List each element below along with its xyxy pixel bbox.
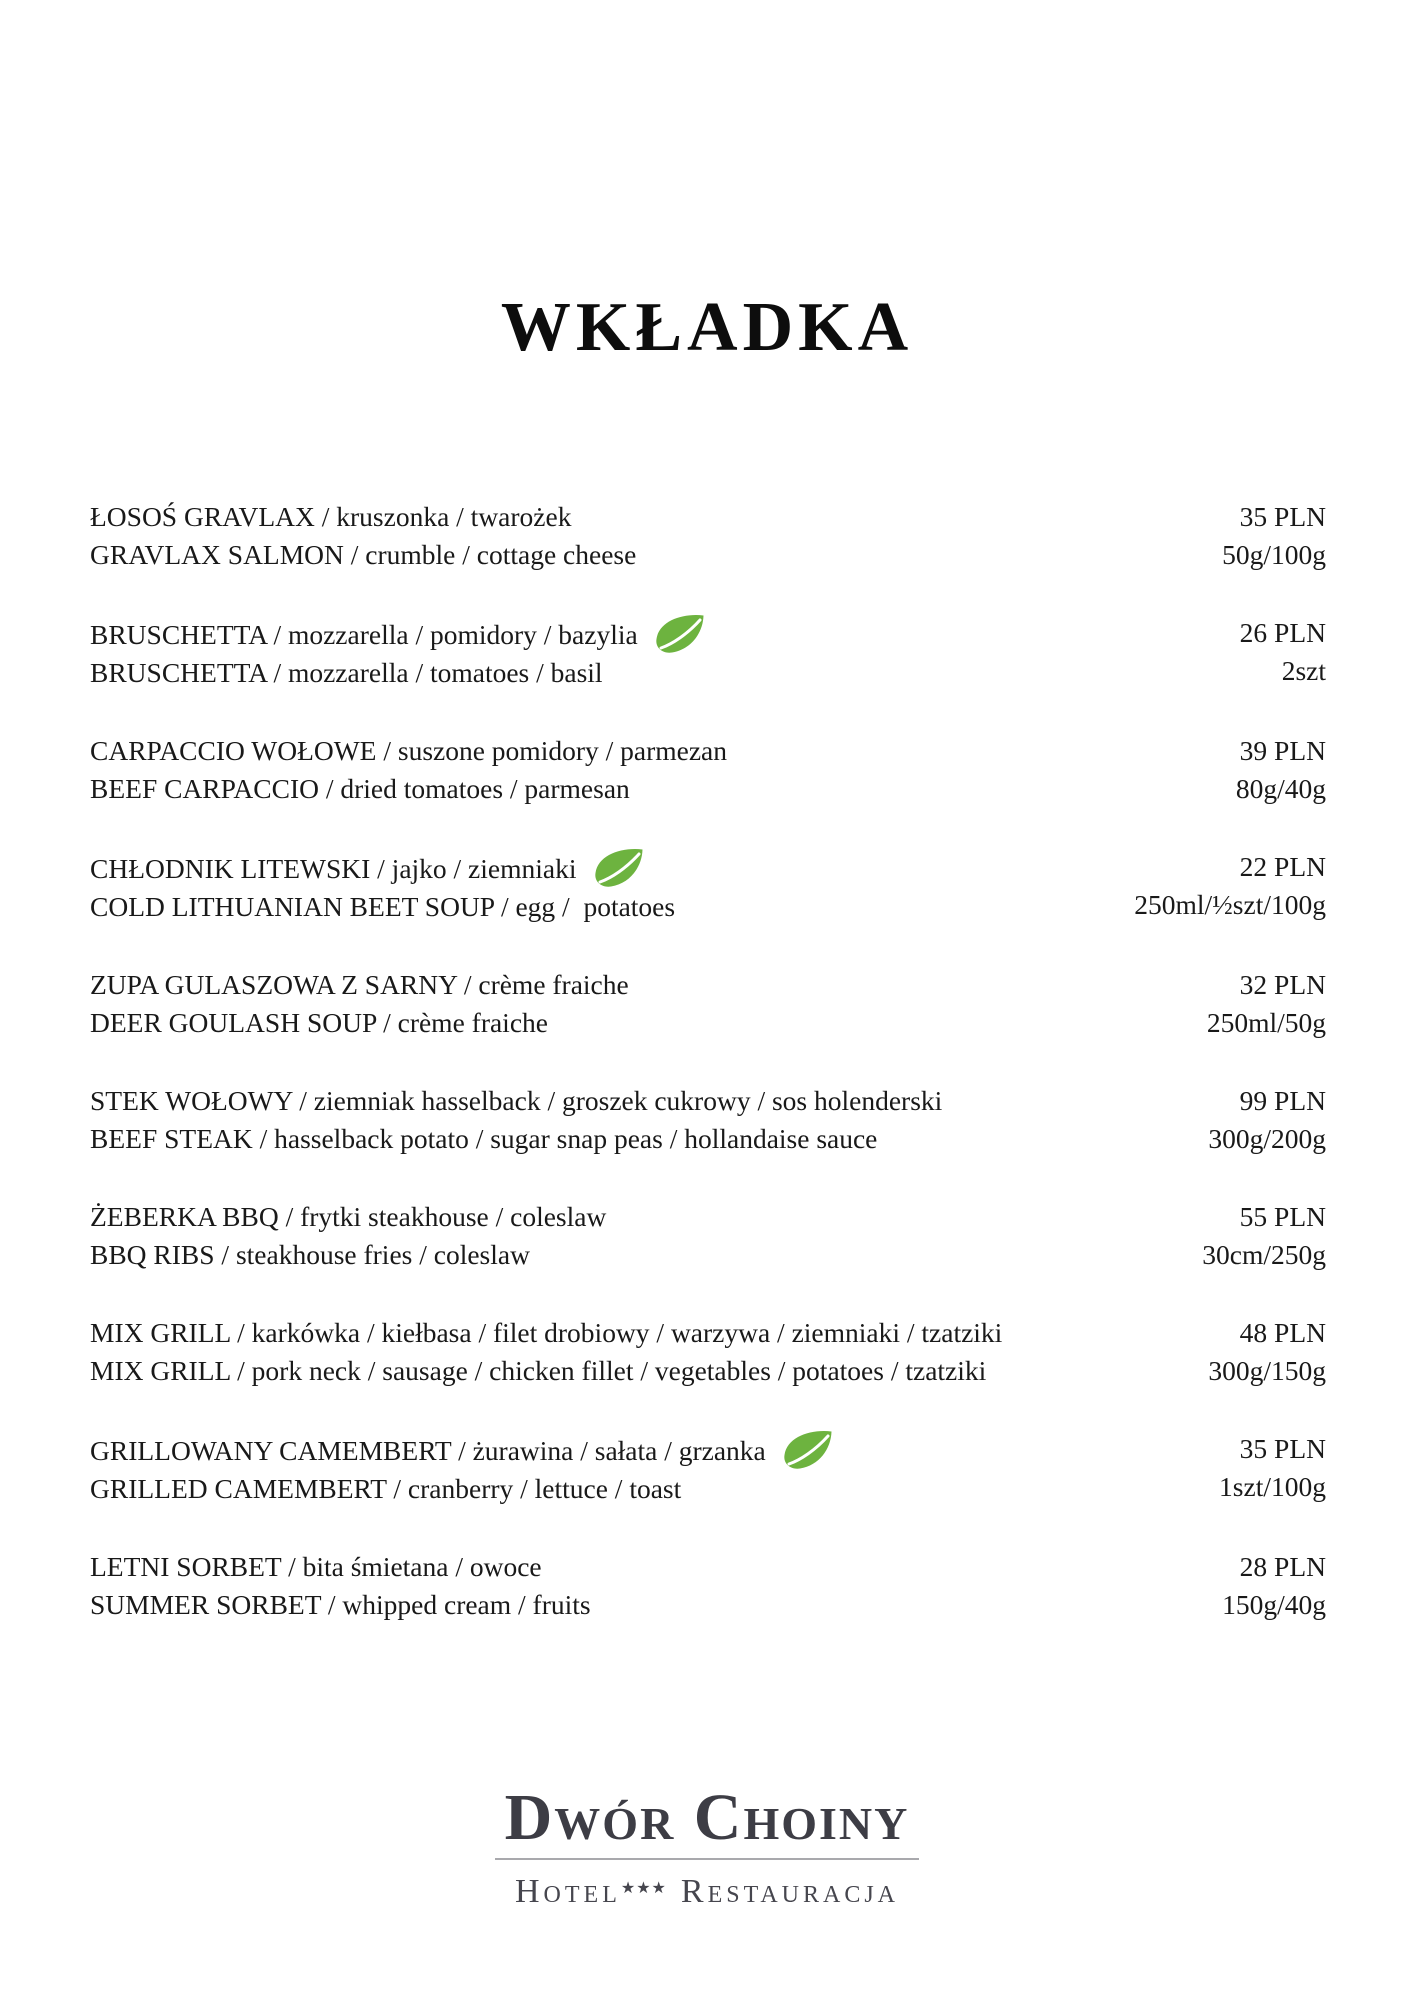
menu-item bbox=[90, 848, 1326, 926]
dish-names bbox=[90, 1198, 1182, 1274]
dish-name-pl: STEK WOŁOWY / ziemniak hasselback / groszek cukrowy / sos holenderski bbox=[90, 1085, 943, 1116]
dish-price: 55 PLN bbox=[1239, 1201, 1326, 1232]
menu-title: WKŁADKA bbox=[500, 289, 914, 366]
dish-pricing bbox=[1199, 1430, 1326, 1506]
dish-line-pl bbox=[90, 966, 1187, 1004]
dish-line-en bbox=[90, 1120, 1188, 1158]
vegetarian-leaf-icon bbox=[593, 848, 645, 888]
dish-name-en: BEEF STEAK / hasselback potato / sugar snap peas / hollandaise sauce bbox=[90, 1123, 878, 1154]
dish-names bbox=[90, 732, 1216, 808]
dish-line-pl bbox=[90, 1548, 1202, 1586]
dish-pricing bbox=[1188, 1082, 1326, 1158]
dish-name-en: BEEF CARPACCIO / dried tomatoes / parmesan bbox=[90, 773, 630, 804]
dish-line-pl bbox=[90, 614, 1220, 654]
dish-line-en bbox=[90, 536, 1202, 574]
dish-portion: 80g/40g bbox=[1235, 773, 1326, 804]
dish-price: 48 PLN bbox=[1239, 1317, 1326, 1348]
menu-item bbox=[90, 732, 1326, 808]
hotel-label: Hotel bbox=[514, 1873, 621, 1910]
dish-price: 28 PLN bbox=[1239, 1551, 1326, 1582]
dish-name-en: MIX GRILL / pork neck / sausage / chicken fillet / vegetables / potatoes / tzatziki bbox=[90, 1355, 987, 1386]
menu-list bbox=[90, 498, 1326, 1664]
dish-portion: 300g/200g bbox=[1208, 1123, 1326, 1154]
dish-portion: 30cm/250g bbox=[1202, 1239, 1326, 1270]
dish-name-pl: MIX GRILL / karkówka / kiełbasa / filet drobiowy / warzywa / ziemniaki / tzatziki bbox=[90, 1317, 1003, 1348]
dish-pricing bbox=[1114, 848, 1326, 924]
vegetarian-leaf-icon bbox=[782, 1430, 834, 1470]
menu-item bbox=[90, 614, 1326, 692]
dish-names bbox=[90, 848, 1114, 926]
dish-pricing bbox=[1216, 732, 1326, 808]
dish-name-pl: ŁOSOŚ GRAVLAX / kruszonka / twarożek bbox=[90, 501, 572, 532]
dish-line-en bbox=[90, 770, 1216, 808]
dish-portion: 150g/40g bbox=[1222, 1589, 1326, 1620]
dish-price: 99 PLN bbox=[1239, 1085, 1326, 1116]
brand-subtitle bbox=[0, 1872, 1414, 1917]
dish-price: 22 PLN bbox=[1239, 851, 1326, 882]
dish-price: 39 PLN bbox=[1239, 735, 1326, 766]
dish-names bbox=[90, 614, 1220, 692]
dish-name-en: DEER GOULASH SOUP / crème fraiche bbox=[90, 1007, 548, 1038]
dish-line-pl bbox=[90, 1314, 1188, 1352]
dish-line-en bbox=[90, 654, 1220, 692]
dish-name-pl: BRUSCHETTA / mozzarella / pomidory / bazylia bbox=[90, 619, 638, 650]
dish-pricing bbox=[1188, 1314, 1326, 1390]
dish-portion: 250ml/50g bbox=[1206, 1007, 1326, 1038]
dish-portion: 50g/100g bbox=[1222, 539, 1326, 570]
dish-line-pl bbox=[90, 1082, 1188, 1120]
vegetarian-leaf-icon bbox=[654, 614, 706, 654]
dish-name-en: BRUSCHETTA / mozzarella / tomatoes / basil bbox=[90, 657, 603, 688]
dish-names bbox=[90, 1082, 1188, 1158]
dish-name-pl: CARPACCIO WOŁOWE / suszone pomidory / parmezan bbox=[90, 735, 728, 766]
dish-name-en: COLD LITHUANIAN BEET SOUP / egg / potatoes bbox=[90, 891, 676, 922]
dish-line-en bbox=[90, 888, 1114, 926]
dish-pricing bbox=[1202, 1548, 1326, 1624]
dish-names bbox=[90, 1430, 1199, 1508]
dish-pricing bbox=[1187, 966, 1326, 1042]
dish-name-pl: ŻEBERKA BBQ / frytki steakhouse / coleslaw bbox=[90, 1201, 607, 1232]
logo-divider bbox=[495, 1858, 919, 1860]
menu-item bbox=[90, 1198, 1326, 1274]
dish-line-en bbox=[90, 1004, 1187, 1042]
dish-price: 35 PLN bbox=[1239, 501, 1326, 532]
dish-line-en bbox=[90, 1236, 1182, 1274]
brand-logo bbox=[0, 1782, 1414, 1917]
dish-names bbox=[90, 1548, 1202, 1624]
dish-pricing bbox=[1182, 1198, 1326, 1274]
dish-price: 35 PLN bbox=[1239, 1433, 1326, 1464]
dish-portion: 300g/150g bbox=[1208, 1355, 1326, 1386]
dish-line-pl bbox=[90, 732, 1216, 770]
dish-name-en: SUMMER SORBET / whipped cream / fruits bbox=[90, 1589, 591, 1620]
dish-name-pl: ZUPA GULASZOWA Z SARNY / crème fraiche bbox=[90, 969, 629, 1000]
menu-item bbox=[90, 966, 1326, 1042]
dish-names bbox=[90, 1314, 1188, 1390]
dish-name-pl: LETNI SORBET / bita śmietana / owoce bbox=[90, 1551, 542, 1582]
dish-portion: 2szt bbox=[1281, 655, 1326, 686]
dish-line-en bbox=[90, 1470, 1199, 1508]
dish-name-en: GRAVLAX SALMON / crumble / cottage cheese bbox=[90, 539, 637, 570]
dish-pricing bbox=[1220, 614, 1326, 690]
brand-name: Dwór Choiny bbox=[504, 1781, 910, 1854]
dish-line-pl bbox=[90, 1198, 1182, 1236]
dish-name-pl: CHŁODNIK LITEWSKI / jajko / ziemniaki bbox=[90, 853, 577, 884]
dish-line-pl bbox=[90, 498, 1202, 536]
dish-name-pl: GRILLOWANY CAMEMBERT / żurawina / sałata / grzanka bbox=[90, 1435, 766, 1466]
dish-line-en bbox=[90, 1586, 1202, 1624]
dish-line-pl bbox=[90, 848, 1114, 888]
dish-pricing bbox=[1202, 498, 1326, 574]
dish-line-en bbox=[90, 1352, 1188, 1390]
dish-portion: 1szt/100g bbox=[1219, 1471, 1326, 1502]
dish-price: 26 PLN bbox=[1239, 617, 1326, 648]
dish-names bbox=[90, 966, 1187, 1042]
dish-name-en: BBQ RIBS / steakhouse fries / coleslaw bbox=[90, 1239, 530, 1270]
menu-item bbox=[90, 498, 1326, 574]
dish-portion: 250ml/½szt/100g bbox=[1134, 889, 1326, 920]
hotel-stars-icon: ★★★ bbox=[620, 1878, 667, 1897]
dish-names bbox=[90, 498, 1202, 574]
dish-name-en: GRILLED CAMEMBERT / cranberry / lettuce / toast bbox=[90, 1473, 682, 1504]
dish-price: 32 PLN bbox=[1239, 969, 1326, 1000]
dish-line-pl bbox=[90, 1430, 1199, 1470]
restaurant-label: Restauracja bbox=[680, 1873, 899, 1910]
menu-item bbox=[90, 1430, 1326, 1508]
menu-item bbox=[90, 1082, 1326, 1158]
menu-item bbox=[90, 1314, 1326, 1390]
menu-item bbox=[90, 1548, 1326, 1624]
